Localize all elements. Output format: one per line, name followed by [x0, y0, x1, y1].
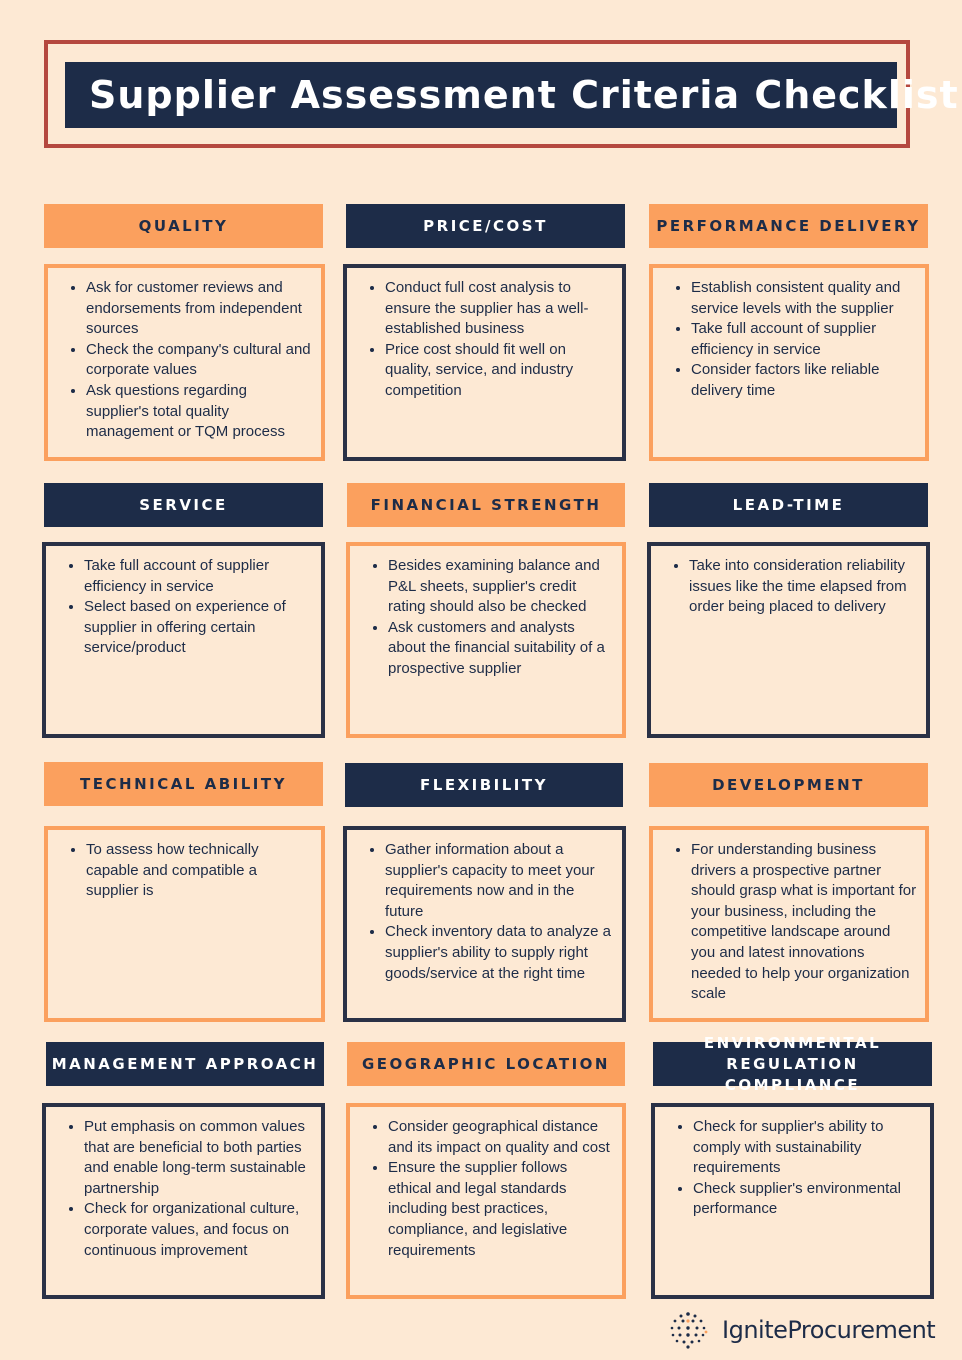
card-price-cost [343, 264, 626, 461]
card-heading-geographic-location: GEOGRAPHIC LOCATION [347, 1042, 625, 1086]
card-technical-ability [44, 826, 325, 1022]
checklist [347, 840, 614, 984]
checklist [48, 840, 313, 902]
card-service [42, 542, 325, 738]
checklist [46, 1117, 313, 1261]
list-item: • Consider factors like reliable delivery time [691, 360, 917, 401]
checklist [655, 1117, 922, 1220]
list-item: • Ensure the supplier follows ethical and legal standards including best practices, compliance, and legislative requirements [388, 1158, 614, 1261]
checklist [347, 278, 614, 402]
card-performance-delivery [649, 264, 929, 461]
checklist [651, 556, 918, 618]
list-item: • Check the company's cultural and corporate values [86, 340, 313, 381]
card-heading-environmental-regulation-compliance: ENVIRONMENTAL REGULATION COMPLIANCE [653, 1042, 932, 1086]
list-item: • Check inventory data to analyze a supplier's ability to supply right goods/service at the right time [385, 922, 614, 984]
card-heading-technical-ability: TECHNICAL ABILITY [44, 762, 323, 806]
list-item: • Take full account of supplier efficiency in service [84, 556, 313, 597]
card-heading-flexibility: FLEXIBILITY [345, 763, 623, 807]
list-item: • Consider geographical distance and its impact on quality and cost [388, 1117, 614, 1158]
list-item: • Take full account of supplier efficiency in service [691, 319, 917, 360]
checklist [350, 1117, 614, 1261]
card-heading-lead-time: LEAD-TIME [649, 483, 928, 527]
card-heading-development: DEVELOPMENT [649, 763, 928, 807]
card-flexibility [343, 826, 626, 1022]
card-heading-quality: QUALITY [44, 204, 323, 248]
page-title: Supplier Assessment Criteria Checklist [65, 62, 897, 128]
card-development [649, 826, 929, 1022]
card-lead-time [647, 542, 930, 738]
checklist [350, 556, 614, 680]
list-item: • Check for organizational culture, corporate values, and focus on continuous improvement [84, 1199, 313, 1261]
list-item: • Besides examining balance and P&L sheets, supplier's credit rating should also be checked [388, 556, 614, 618]
list-item: • Ask customers and analysts about the financial suitability of a prospective supplier [388, 618, 614, 680]
checklist [48, 278, 313, 443]
brand-logo [668, 1310, 948, 1350]
list-item: • Select based on experience of supplier in offering certain service/product [84, 597, 313, 659]
list-item: • Ask questions regarding supplier's total quality management or TQM process [86, 381, 313, 443]
list-item: • Price cost should fit well on quality, service, and industry competition [385, 340, 614, 402]
list-item: • Check supplier's environmental performance [693, 1179, 922, 1220]
list-item: • Check for supplier's ability to comply with sustainability requirements [693, 1117, 922, 1179]
checklist [653, 840, 917, 1005]
list-item: • Gather information about a supplier's capacity to meet your requirements now and in the future [385, 840, 614, 922]
list-item: • Put emphasis on common values that are beneficial to both parties and enable long-term sustainable partnership [84, 1117, 313, 1199]
card-financial-strength [346, 542, 626, 738]
card-geographic-location [346, 1103, 626, 1299]
card-heading-service: SERVICE [44, 483, 323, 527]
list-item: • Establish consistent quality and service levels with the supplier [691, 278, 917, 319]
card-quality [44, 264, 325, 461]
list-item: • For understanding business drivers a prospective partner should grasp what is important for your business, including the competitive landscape around you and latest innovations needed to help your organization scale [691, 840, 917, 1005]
logo-wordmark: IgniteProcurement [722, 1316, 936, 1344]
checklist [653, 278, 917, 402]
list-item: • Take into consideration reliability issues like the time elapsed from order being placed to delivery [689, 556, 918, 618]
dotted-sphere-icon [668, 1311, 708, 1349]
card-heading-price-cost: PRICE/COST [346, 204, 625, 248]
list-item: • To assess how technically capable and compatible a supplier is [86, 840, 313, 902]
card-environmental-regulation-compliance [651, 1103, 934, 1299]
list-item: • Ask for customer reviews and endorsements from independent sources [86, 278, 313, 340]
checklist [46, 556, 313, 659]
card-heading-financial-strength: FINANCIAL STRENGTH [347, 483, 625, 527]
list-item: • Conduct full cost analysis to ensure the supplier has a well-established business [385, 278, 614, 340]
card-heading-performance-delivery: PERFORMANCE DELIVERY [649, 204, 928, 248]
card-heading-management-approach: MANAGEMENT APPROACH [46, 1042, 324, 1086]
card-management-approach [42, 1103, 325, 1299]
